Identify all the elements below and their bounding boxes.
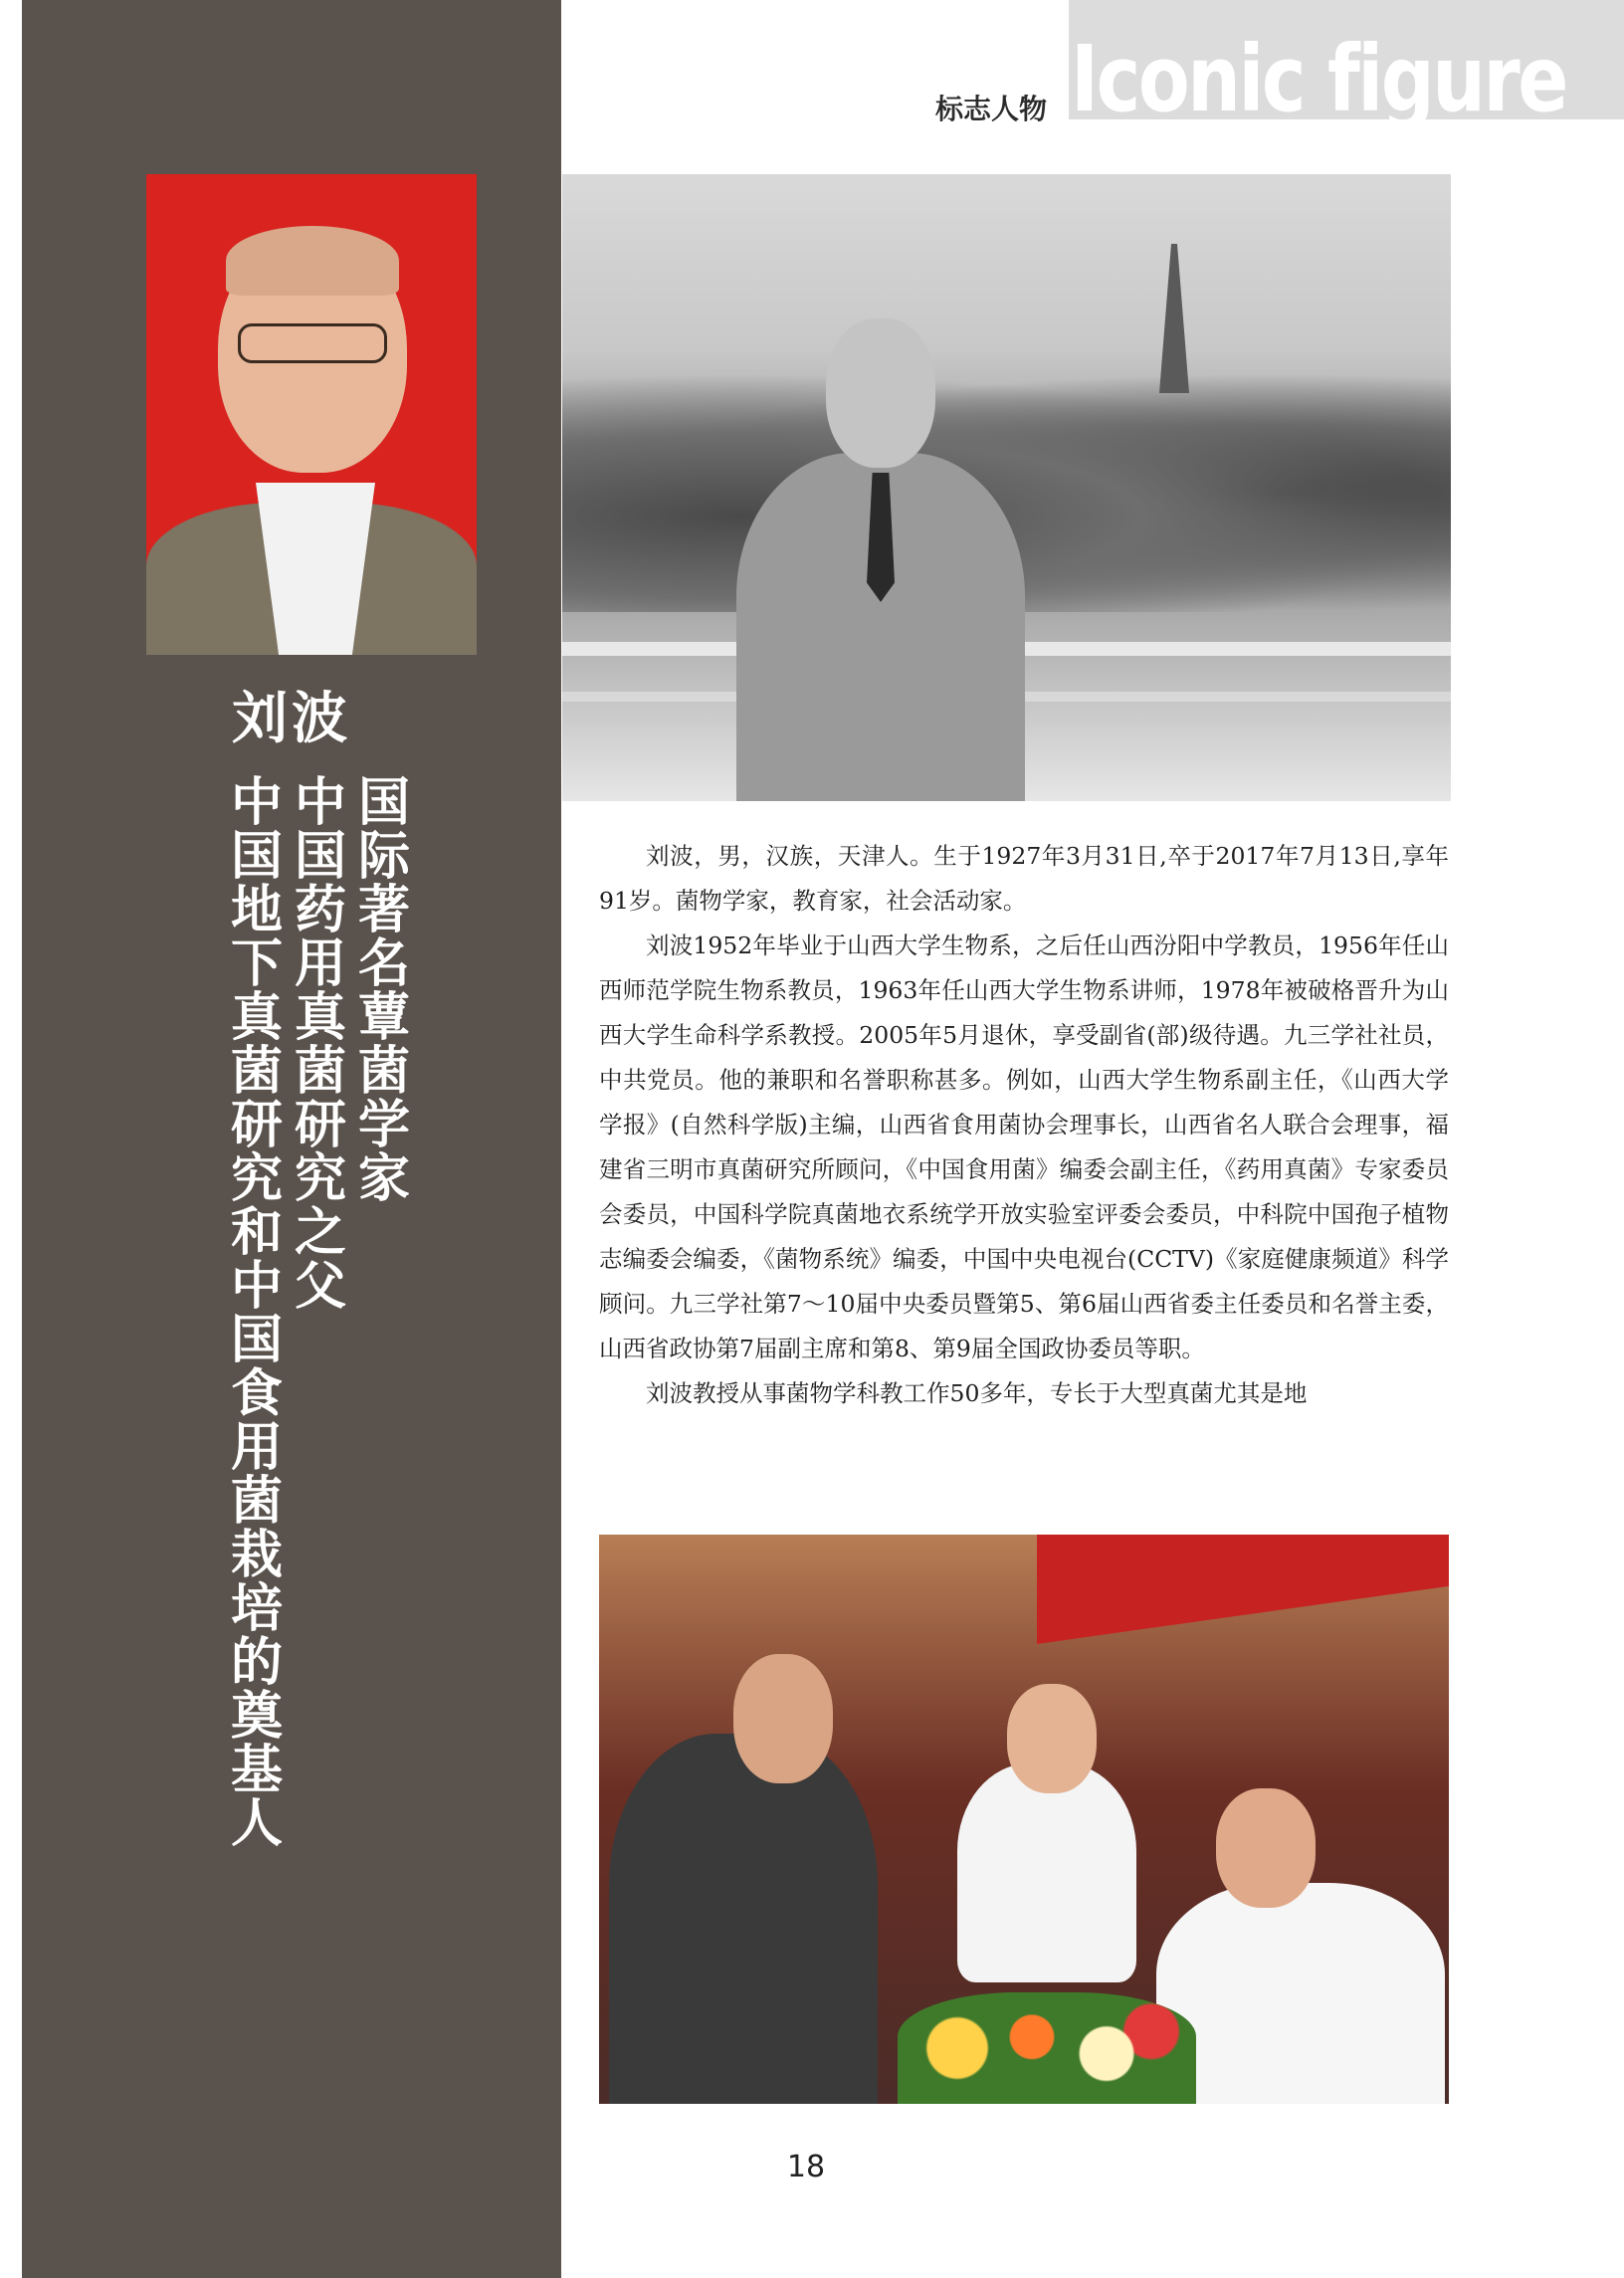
page-number: 18	[786, 2150, 826, 2184]
article-body	[599, 834, 1449, 1416]
award-ceremony-photo	[599, 1535, 1449, 2104]
article-paragraph: 刘波1952年毕业于山西大学生物系，之后任山西汾阳中学教员，1956年任山西师范学院生物系教员，1963年任山西大学生物系讲师，1978年被破格晋升为山西大学生命科学系教授。2005年5月退休，享受副省(部)级待遇。九三学社社员，中共党员。他的兼职和名誉职称甚多。例如，山西大学生物系副主任，《山西大学学报》(自然科学版)主编，山西省食用菌协会理事长，山西省名人联合会理事，福建省三明市真菌研究所顾问，《中国食用菌》编委会副主任，《药用真菌》专家委员会委员，中国科学院真菌地衣系统学开放实验室评委会委员，中科院中国孢子植物志编委会编委，《菌物系统》编委，中国中央电视台(CCTV)《家庭健康频道》科学顾问。九三学社第7～10届中央委员暨第5、第6届山西省委主任委员和名誉主委，山西省政协第7届副主席和第8、第9届全国政协委员等职。	[599, 932, 1449, 1362]
sidebar-title-1: 国际著名蕈菌学家	[348, 774, 409, 1204]
portrait-photo	[146, 174, 477, 655]
sidebar-title-2: 中国药用真菌研究之父	[285, 774, 345, 1312]
person-name: 刘波	[232, 687, 351, 751]
sidebar	[22, 0, 561, 2278]
article-paragraph: 刘波，男，汉族，天津人。生于1927年3月31日,卒于2017年7月13日,享年91岁。菌物学家，教育家，社会活动家。	[599, 842, 1449, 915]
header-title-cn: 标志人物	[935, 93, 1048, 125]
bw-portrait-photo	[562, 174, 1451, 801]
article-paragraph: 刘波教授从事菌物学科教工作50多年，专长于大型真菌尤其是地	[646, 1379, 1308, 1407]
header-title-en: Iconic figure	[1071, 26, 1566, 132]
sidebar-title-3: 中国地下真菌研究和中国食用菌栽培的奠基人	[221, 774, 282, 1849]
